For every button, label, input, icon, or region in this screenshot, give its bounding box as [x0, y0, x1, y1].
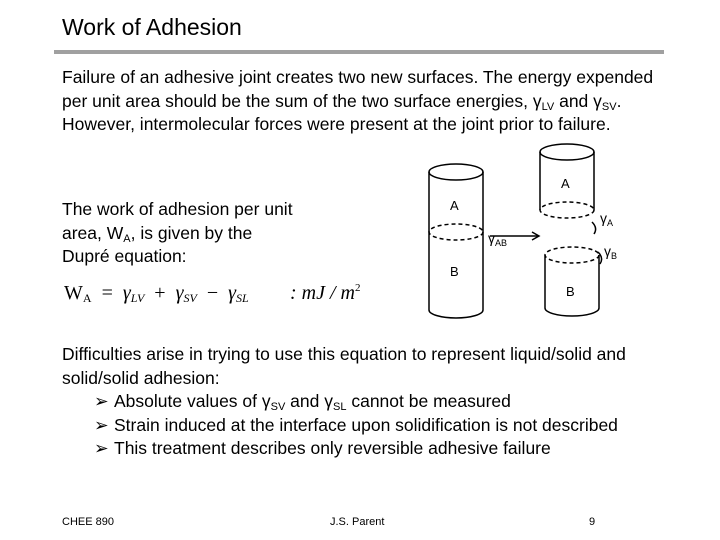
bullet-reversible: ➢ This treatment describes only reversible adhesive failure: [94, 437, 654, 461]
arrow-bullet-icon: ➢: [94, 391, 109, 411]
label-a-separated: A: [561, 176, 570, 191]
dupre-equation: $W_A = \gamma_{LV} + \gamma_{SV} - \gamma_{SL}$: [64, 282, 249, 305]
gamma-ab-label: $\gamma_{AB}$: [488, 230, 508, 248]
title-divider: [54, 50, 664, 54]
gamma-a-label: $\gamma_A$: [600, 210, 614, 228]
bullet-strain: ➢ Strain induced at the interface upon solidification is not described: [94, 414, 654, 438]
paragraph-difficulties: Difficulties arise in trying to use this equation to represent liquid/solid and solid/solid adhesion:: [62, 344, 626, 388]
footer-page-number: 9: [589, 516, 596, 528]
adhesion-cylinders-diagram: [420, 130, 630, 330]
paragraph-surfaces: Failure of an adhesive joint creates two new surfaces. The energy expended per unit area should be the sum of the two surface energies, $\gamma_{LV}$ and $\gamma_{SV}$. However, intermolecular forces were present at the joint prior to failure.: [62, 67, 654, 134]
label-a-joined: A: [450, 198, 459, 213]
label-b-separated: B: [566, 284, 575, 299]
pointer-line-a: [592, 222, 596, 234]
footer-course: CHEE 890: [62, 516, 114, 528]
slide-title: Work of Adhesion: [62, 14, 242, 40]
separated-cylinder-b: [545, 247, 599, 316]
joined-cylinder: [429, 164, 483, 318]
arrow-bullet-icon: ➢: [94, 414, 109, 435]
label-b-joined: B: [450, 264, 459, 279]
bullet-absolute-values: ➢ Absolute values of $\gamma_{SV}$ and $\gamma_{SL}$ cannot be measured: [94, 391, 511, 413]
paragraph-work-of-adhesion: The work of adhesion per unit area, $W_A$, is given by the Dupré equation:: [62, 199, 293, 266]
gamma-b-label: $\gamma_B$: [604, 243, 618, 261]
footer-author: J.S. Parent: [330, 516, 385, 528]
bullet-list: [94, 390, 654, 461]
equation-units: : mJ / $m^2$: [290, 282, 361, 304]
arrow-bullet-icon: ➢: [94, 438, 109, 458]
